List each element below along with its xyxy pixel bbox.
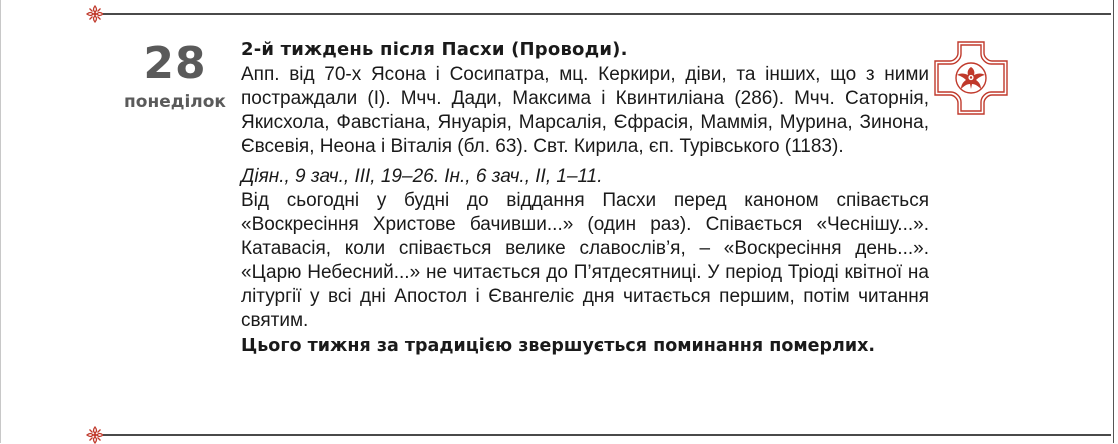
page-frame-right bbox=[1113, 0, 1114, 443]
weekday-label: понеділок bbox=[124, 92, 226, 112]
date-block bbox=[112, 38, 238, 112]
cross-flower-ornament-icon bbox=[86, 5, 104, 23]
page-frame-left bbox=[0, 0, 1, 443]
day-number: 28 bbox=[143, 38, 207, 89]
bottom-divider bbox=[103, 434, 1111, 436]
calendar-entry bbox=[241, 37, 929, 359]
scripture-readings: Діян., 9 зач., ІІІ, 19–26. Ін., 6 зач., ІІ, 1–11. bbox=[241, 166, 603, 187]
saints-commemoration: Апп. від 70-х Ясона і Сосипатра, мц. Керкири, діви, та інших, що з ними постраждали (І). Мчч. Дади, Максима і Квинтиліана (286). Мчч. Саторнія, Якисхола, Фавстіана, Януарія, Марсалія, Єфрасія, Маммія, Мурина, Зинона, Євсевія, Неона і Віталія (бл. 63). Свт. Кирила, єп. Турівського (1183). bbox=[241, 64, 929, 157]
closing-note: Цього тижня за традицією звершується поминання померлих. bbox=[241, 336, 876, 356]
cross-flower-ornament-icon bbox=[86, 426, 104, 444]
entry-heading: 2-й тиждень після Пасхи (Проводи). bbox=[241, 39, 628, 60]
top-divider bbox=[103, 13, 1111, 15]
liturgical-rubric: Від сьогодні у будні до віддання Пасхи перед каноном співається «Воскресіння Христове бачивши...» (один раз). Співається «Чеснішу...». Катавасія, коли співається велике славослів’я, – «Воскресіння день...». «Царю Небесний...» не читається до П’ятдесятниці. У період Тріоді квітної на літургії у всі дні Апостол і Євангеліє дня читається першим, потім читання святим. bbox=[241, 190, 929, 331]
seraph-emblem-icon bbox=[932, 39, 1010, 117]
